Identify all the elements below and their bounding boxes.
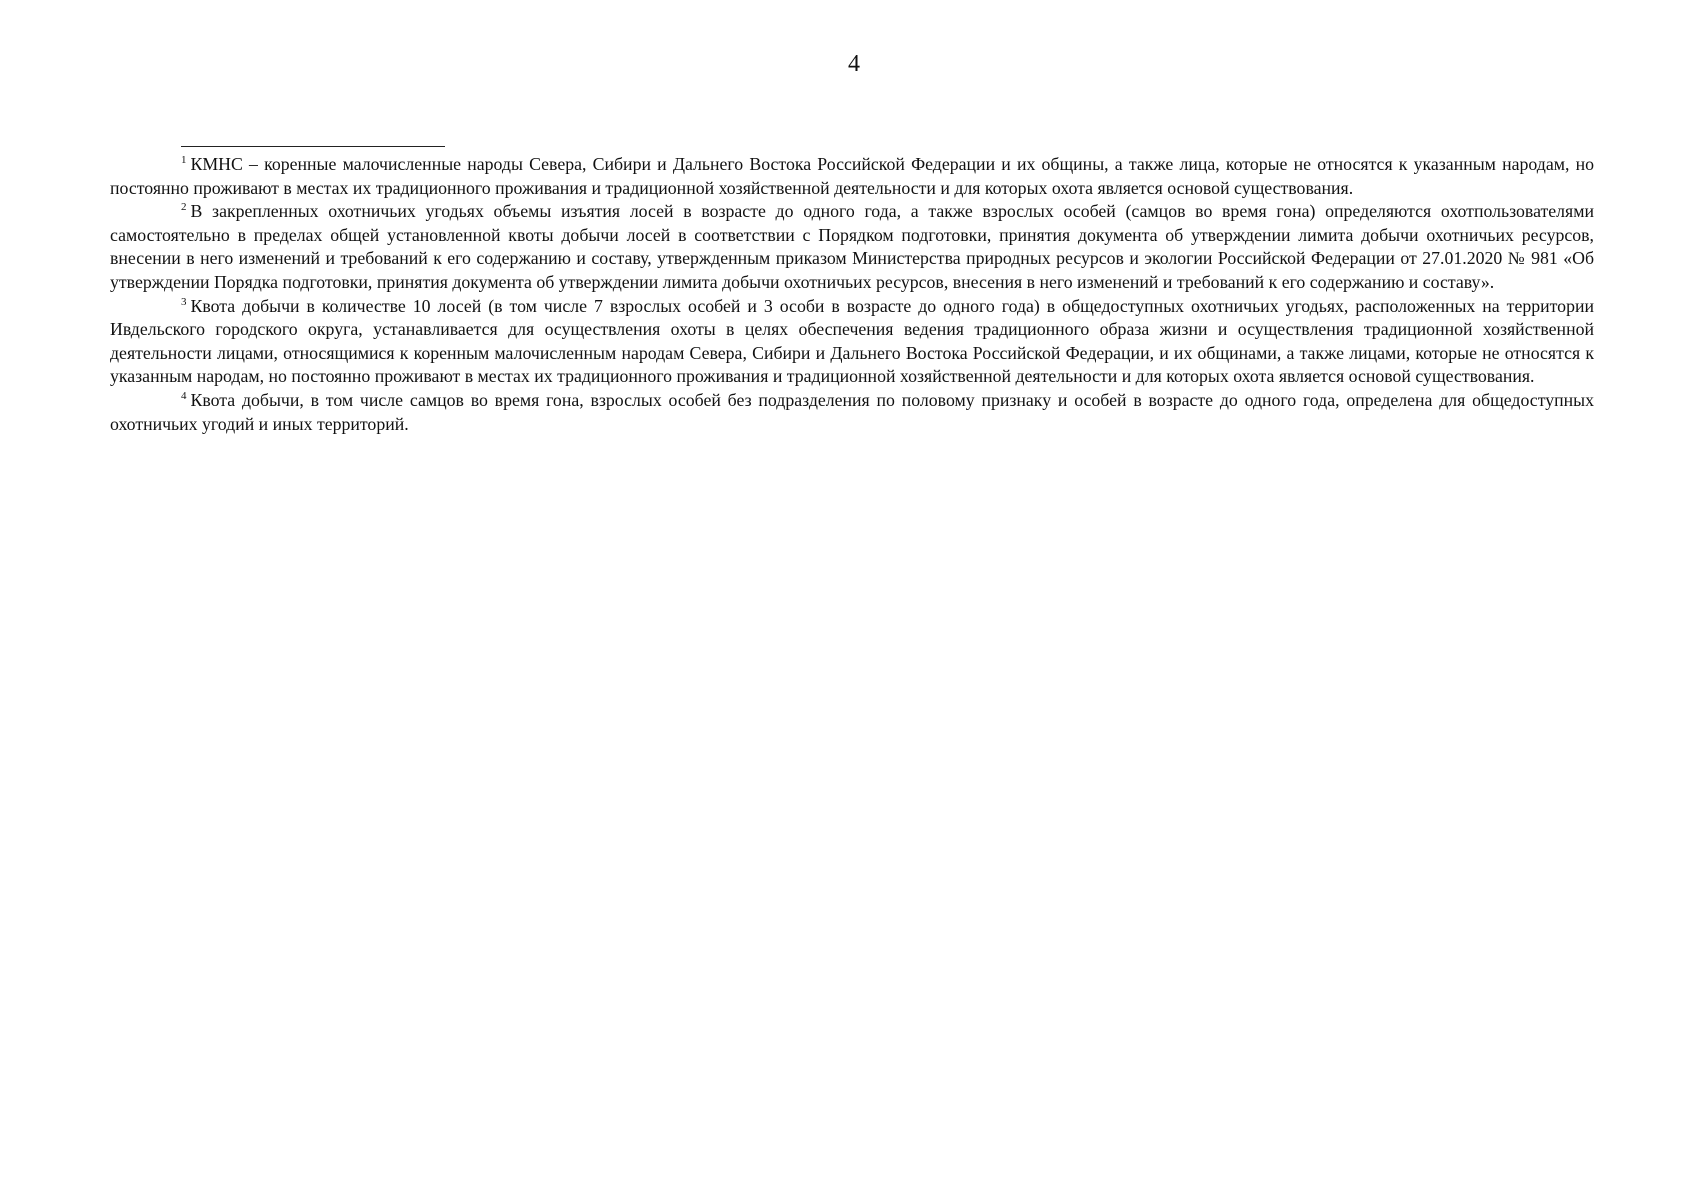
footnote-2-text: В закрепленных охотничьих угодьях объемы изъятия лосей в возрасте до одного года, а также взрослых особей (самцов во время гона) определяются охотпользователями самостоятельно в пределах общей установленной квоты добычи лосей в соответствии с Порядком подготовки, принятия документа об утверждении лимита добычи охотничьих ресурсов, внесении в него изменений и требований к его содержанию и составу, утвержденным приказом Министерства природных ресурсов и экологии Российской Федерации от 27.01.2020 № 981 «Об утверждении Порядка подготовки, принятия документа об утверждении лимита добычи охотничьих ресурсов, внесения в него изменений и требований к его содержанию и составу». [110,201,1594,292]
footnote-3 [110,295,1594,389]
footnote-4-text: Квота добычи, в том числе самцов во время гона, взрослых особей без подразделения по половому признаку и особей в возрасте до одного года, определена для общедоступных охотничьих угодий и иных территорий. [110,389,1594,434]
footnotes-section [110,153,1594,436]
footnote-1-text: КМНС – коренные малочисленные народы Севера, Сибири и Дальнего Востока Российской Федерации и их общины, а также лица, которые не относятся к указанным народам, но постоянно проживают в местах их традиционного проживания и традиционной хозяйственной деятельности и для которых охота является основой существования. [110,154,1594,198]
footnote-3-mark: 3 [181,295,187,308]
footnote-1 [110,153,1594,200]
footnote-4 [110,389,1594,436]
page-number: 4 [848,51,860,77]
footnote-3-text: Квота добычи в количестве 10 лосей (в том числе 7 взрослых особей и 3 особи в возрасте до одного года) в общедоступных охотничьих угодьях, расположенных на территории Ивдельского городского округа, устанавливается для осуществления охоты в целях обеспечения ведения традиционного образа жизни и осуществления традиционной хозяйственной деятельности лицами, относящимися к коренным малочисленным народам Севера, Сибири и Дальнего Востока Российской Федерации, и их общинами, а также лицами, которые не относятся к указанным народам, но постоянно проживают в местах их традиционного проживания и традиционной хозяйственной деятельности и для которых охота является основой существования. [110,295,1594,387]
footnote-2 [110,200,1594,294]
footnote-4-mark: 4 [181,390,187,403]
footnote-2-mark: 2 [181,201,187,214]
footnote-separator [181,146,445,147]
footnote-1-mark: 1 [181,154,187,167]
